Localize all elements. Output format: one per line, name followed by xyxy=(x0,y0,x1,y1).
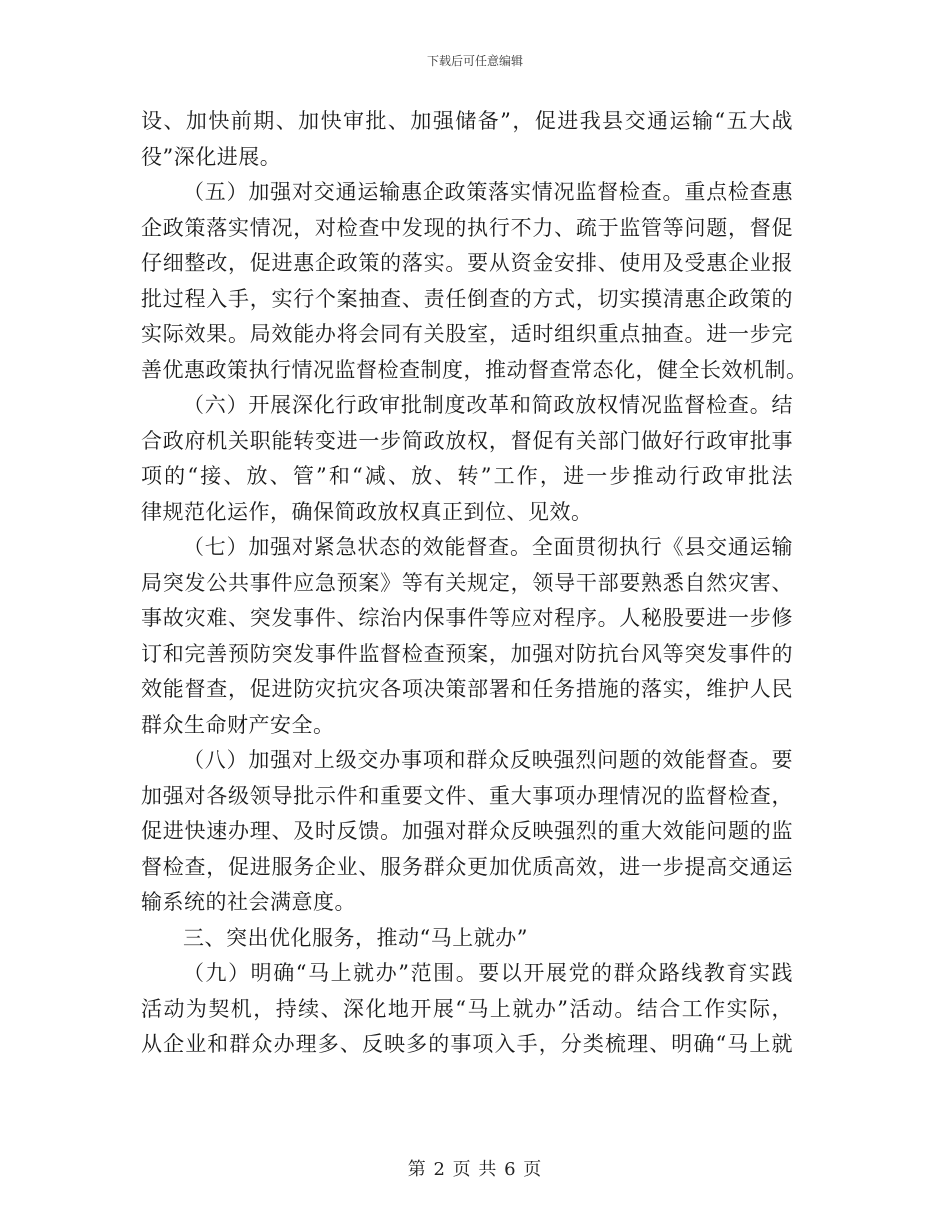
text-line: 局突发公共事件应急预案》等有关规定，领导干部要熟悉自然灾害、 xyxy=(141,570,793,595)
text-line: 律规范化运作，确保简政放权真正到位、见效。 xyxy=(141,499,593,524)
paragraph xyxy=(141,104,793,175)
text-line: （六）开展深化行政审批制度改革和简政放权情况监督检查。结 xyxy=(183,393,793,417)
text-line: 群众生命财产安全。 xyxy=(141,712,335,737)
text-line: 役”深化进展。 xyxy=(141,144,282,169)
text-line: 实际效果。局效能办将会同有关股室，适时组织重点抽查。进一步完 xyxy=(141,322,793,346)
text-line: 企政策落实情况，对检查中发现的执行不力、疏于监管等问题，督促 xyxy=(141,215,793,240)
paragraph xyxy=(141,921,793,957)
text-line: （九）明确“马上就办”范围。要以开展党的群众路线教育实践 xyxy=(183,961,793,985)
text-line: 善优惠政策执行情况监督检查制度，推动督查常态化，健全长效机制。 xyxy=(141,357,808,382)
text-line: 活动为契机，持续、深化地开展“马上就办”活动。结合工作实际， xyxy=(141,996,793,1021)
text-line: 输系统的社会满意度。 xyxy=(141,890,356,914)
document-body xyxy=(141,104,808,1063)
text-line: 促进快速办理、及时反馈。加强对群众反映强烈的重大效能问题的监 xyxy=(141,819,793,843)
text-line: 效能督查，促进防灾抗灾各项决策部署和任务措施的落实，维护人民 xyxy=(141,677,793,701)
paragraph xyxy=(141,956,793,1063)
text-line: 加强对各级领导批示件和重要文件、重大事项办理情况的监督检查， xyxy=(141,783,793,808)
text-line: （七）加强对紧急状态的效能督查。全面贯彻执行《县交通运输 xyxy=(183,535,793,559)
paragraph xyxy=(141,388,793,530)
page-footer: 第 2 页 共 6 页 xyxy=(407,1159,543,1180)
text-line: 订和完善预防突发事件监督检查预案，加强对防抗台风等突发事件的 xyxy=(141,641,793,666)
text-line: 批过程入手，实行个案抽查、责任倒查的方式，切实摸清惠企政策的 xyxy=(141,286,793,311)
text-line: 三、突出优化服务，推动“马上就办” xyxy=(183,925,528,950)
page-header: 下载后可任意编辑 xyxy=(426,54,523,68)
text-line: 事故灾难、突发事件、综治内保事件等应对程序。人秘股要进一步修 xyxy=(141,606,793,630)
text-line: 项的“接、放、管”和“减、放、转”工作，进一步推动行政审批法 xyxy=(141,464,793,488)
text-line: （八）加强对上级交办事项和群众反映强烈问题的效能督查。要 xyxy=(183,748,793,772)
paragraph xyxy=(141,743,793,921)
paragraph xyxy=(141,175,808,388)
text-line: 督检查，促进服务企业、服务群众更加优质高效，进一步提高交通运 xyxy=(141,854,793,879)
text-line: 设、加快前期、加快审批、加强储备”，促进我县交通运输“五大战 xyxy=(141,109,793,133)
text-line: （五）加强对交通运输惠企政策落实情况监督检查。重点检查惠 xyxy=(183,180,793,204)
paragraph xyxy=(141,530,793,743)
text-line: 合政府机关职能转变进一步简政放权，督促有关部门做好行政审批事 xyxy=(141,428,793,453)
text-line: 从企业和群众办理多、反映多的事项入手，分类梳理、明确“马上就 xyxy=(141,1032,793,1056)
text-line: 仔细整改，促进惠企政策的落实。要从资金安排、使用及受惠企业报 xyxy=(141,251,793,275)
